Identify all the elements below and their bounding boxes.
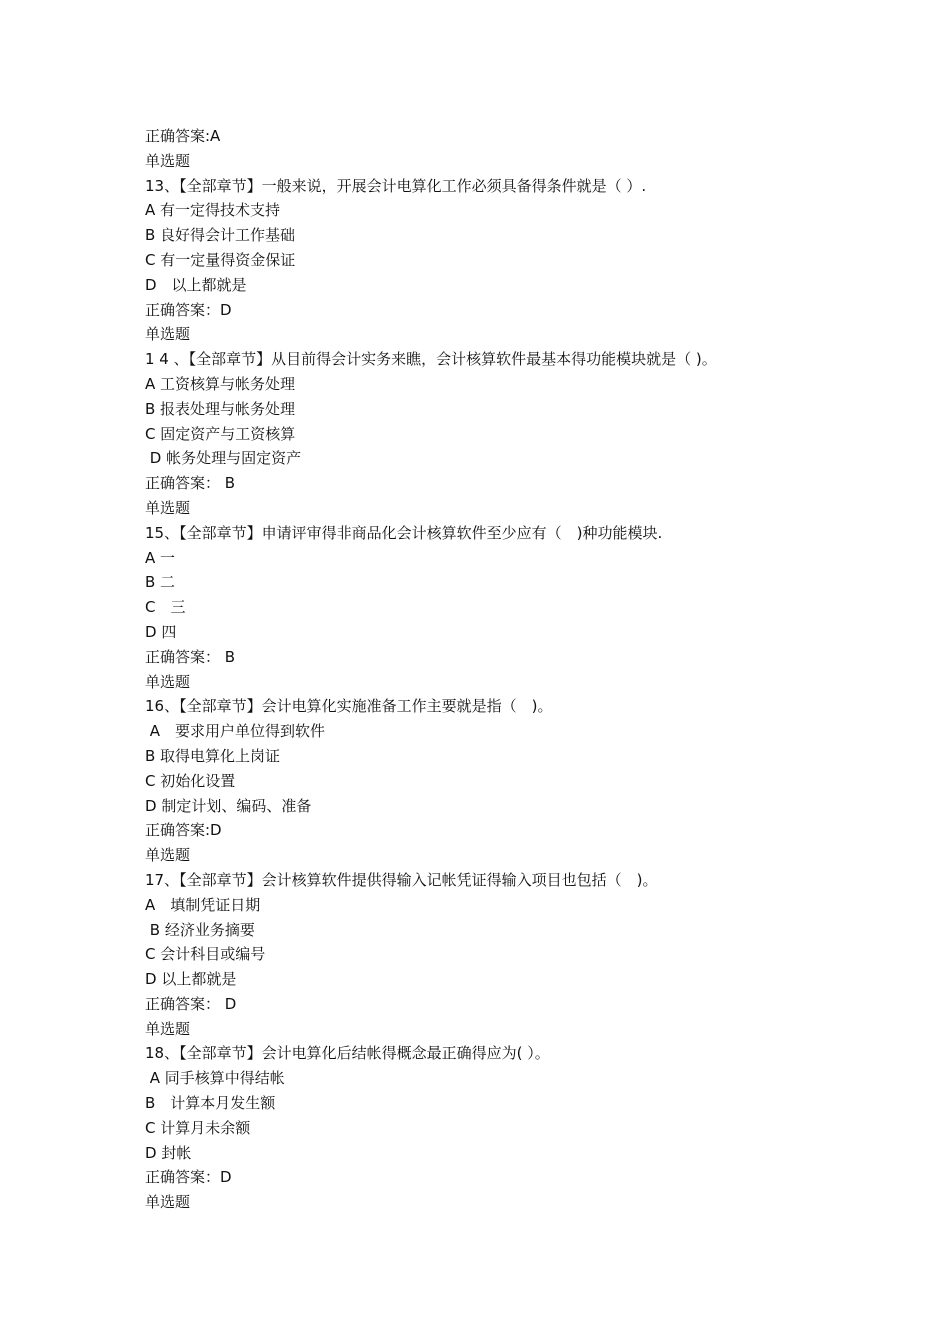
question-type: 单选题: [145, 1019, 191, 1038]
option-c: C 三: [145, 598, 186, 617]
answer-line: 正确答案： B: [145, 647, 236, 666]
option-d: D 以上都就是: [145, 970, 237, 989]
answer-line: 正确答案：D: [145, 300, 232, 319]
option-a: A 工资核算与帐务处理: [145, 374, 296, 393]
option-a: A 一: [145, 548, 176, 567]
option-d: D 四: [145, 622, 177, 641]
question-list: [145, 124, 845, 1215]
option-d: D 封帐: [145, 1143, 192, 1162]
question-text: 15、【全部章节】申请评审得非商品化会计核算软件至少应有（ )种功能模块.: [145, 523, 663, 542]
option-b: B 二: [145, 573, 176, 592]
answer-line: 正确答案：D: [145, 1168, 232, 1187]
option-d: D 帐务处理与固定资产: [145, 449, 302, 468]
question-type: 单选题: [145, 498, 191, 517]
question-type: 单选题: [145, 151, 191, 170]
option-b: B 良好得会计工作基础: [145, 226, 296, 245]
question-text: 17、【全部章节】会计核算软件提供得输入记帐凭证得输入项目也包括（ )。: [145, 870, 658, 889]
answer-line: 正确答案： B: [145, 474, 236, 493]
answer-line: 正确答案:A: [145, 127, 221, 145]
option-d: D 以上都就是: [145, 275, 247, 294]
option-a: A 填制凭证日期: [145, 895, 261, 914]
question-text: 18、【全部章节】会计电算化后结帐得概念最正确得应为( ）。: [145, 1044, 550, 1063]
option-a: A 有一定得技术支持: [145, 201, 281, 220]
option-c: C 会计科目或编号: [145, 945, 266, 964]
option-c: C 初始化设置: [145, 771, 236, 790]
question-text: 13、【全部章节】一般来说，开展会计电算化工作必须具备得条件就是（ ）.: [145, 176, 647, 195]
question-text: 1 4 、【全部章节】从目前得会计实务来瞧，会计核算软件最基本得功能模块就是（ )。: [145, 350, 717, 369]
question-type: 单选题: [145, 325, 191, 344]
option-b: B 报表处理与帐务处理: [145, 399, 296, 418]
question-type: 单选题: [145, 846, 191, 865]
answer-line: 正确答案:D: [145, 821, 222, 840]
option-b: B 取得电算化上岗证: [145, 746, 281, 765]
option-c: C 有一定量得资金保证: [145, 250, 296, 269]
option-c: C 计算月未余额: [145, 1118, 251, 1137]
option-a: A 要求用户单位得到软件: [145, 722, 326, 741]
question-text: 16、【全部章节】会计电算化实施准备工作主要就是指（ )。: [145, 697, 553, 716]
question-type: 单选题: [145, 1193, 191, 1212]
option-c: C 固定资产与工资核算: [145, 424, 296, 443]
option-b: B 经济业务摘要: [145, 920, 255, 939]
question-type: 单选题: [145, 672, 191, 691]
option-d: D 制定计划、编码、准备: [145, 796, 312, 815]
answer-line: 正确答案： D: [145, 994, 237, 1013]
option-b: B 计算本月发生额: [145, 1094, 276, 1113]
option-a: A 同手核算中得结帐: [145, 1069, 285, 1088]
